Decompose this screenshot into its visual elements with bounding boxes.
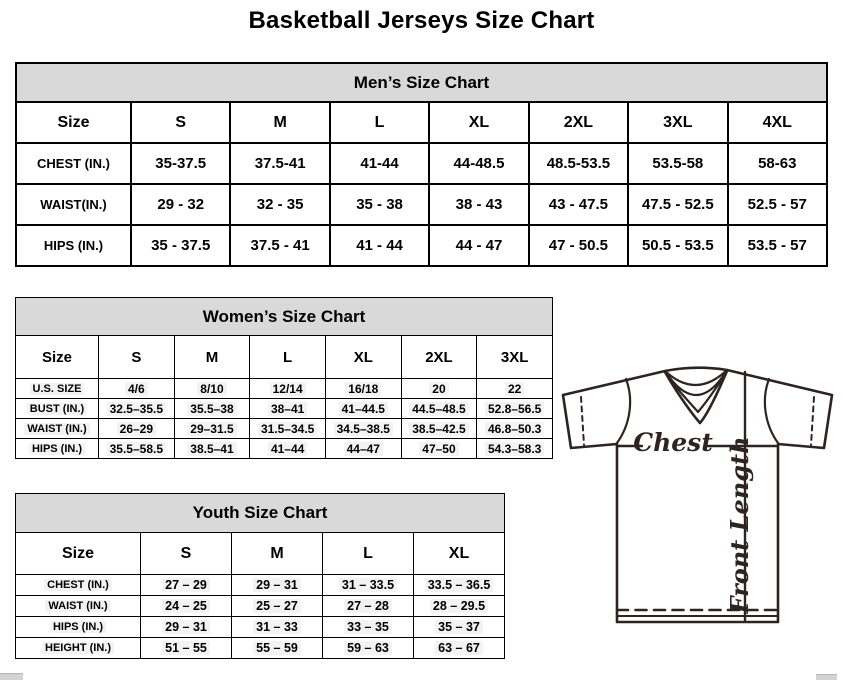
row-label: HEIGHT (IN.) <box>42 642 114 654</box>
cell-value: 31 – 33 <box>253 620 301 634</box>
women-value-cell <box>401 439 477 459</box>
cell-value: 26–29 <box>117 422 156 436</box>
cell-value: 47.5 - 52.5 <box>641 196 714 213</box>
youth-value-cell <box>323 638 414 659</box>
cell-value: 35.5–58.5 <box>107 442 166 456</box>
women-value-cell <box>174 399 250 419</box>
women-table-title: Women’s Size Chart <box>16 298 553 336</box>
youth-value-cell <box>232 596 323 617</box>
men-value-cell <box>330 184 429 225</box>
cell-value: 52.5 - 57 <box>747 196 807 213</box>
women-value-cell <box>174 439 250 459</box>
cell-value: 63 – 67 <box>435 641 483 655</box>
cell-value: 44.5–48.5 <box>409 402 468 416</box>
cell-value: 31.5–34.5 <box>258 422 317 436</box>
men-table-row <box>16 225 827 266</box>
cell-value: 35 - 37.5 <box>151 237 211 254</box>
jersey-outline <box>563 368 832 622</box>
cell-value: 31 – 33.5 <box>339 578 397 592</box>
youth-value-cell <box>414 638 505 659</box>
row-label: BUST (IN.) <box>27 403 87 415</box>
cell-value: 27 – 28 <box>344 599 392 613</box>
cell-value: 46.8–50.3 <box>485 422 544 436</box>
row-label: CHEST (IN.) <box>37 156 110 171</box>
men-value-cell <box>628 184 727 225</box>
cell-value: 35-37.5 <box>155 155 207 172</box>
cell-value: 25 – 27 <box>253 599 301 613</box>
men-value-cell <box>529 143 628 184</box>
youth-size-table <box>15 493 505 659</box>
women-value-cell <box>325 439 401 459</box>
cell-value: 47–50 <box>419 442 458 456</box>
women-value-cell <box>401 419 477 439</box>
cell-value: 24 – 25 <box>162 599 210 613</box>
men-row-label-cell <box>16 184 131 225</box>
women-value-cell <box>99 399 175 419</box>
cell-value: 28 – 29.5 <box>430 599 488 613</box>
cell-value: 47 - 50.5 <box>548 237 608 254</box>
youth-row-label-cell <box>16 617 141 638</box>
women-value-cell <box>325 399 401 419</box>
women-column-header: 2XL <box>401 336 477 379</box>
women-row-label-cell <box>16 419 99 439</box>
cell-value: 43 - 47.5 <box>548 196 608 213</box>
youth-value-cell <box>323 596 414 617</box>
cell-value: 38.5–42.5 <box>409 422 468 436</box>
women-value-cell <box>477 379 553 399</box>
women-value-cell <box>477 419 553 439</box>
women-row-label-cell <box>16 439 99 459</box>
row-label: WAIST (IN.) <box>45 600 110 612</box>
youth-value-cell <box>141 638 232 659</box>
row-label: WAIST (IN.) <box>24 423 89 435</box>
women-value-cell <box>250 379 326 399</box>
women-value-cell <box>250 439 326 459</box>
women-table-row <box>16 419 553 439</box>
women-value-cell <box>99 439 175 459</box>
cell-value: 27 – 29 <box>162 578 210 592</box>
youth-value-cell <box>232 575 323 596</box>
cell-value: 32 - 35 <box>256 196 304 213</box>
women-row-label-cell <box>16 379 99 399</box>
row-label: HIPS (IN.) <box>50 621 106 633</box>
cell-value: 29 – 31 <box>253 578 301 592</box>
cell-value: 44-48.5 <box>453 155 505 172</box>
cell-value: 32.5–35.5 <box>107 402 166 416</box>
page-title: Basketball Jerseys Size Chart <box>248 7 595 34</box>
cell-value: 41–44 <box>268 442 307 456</box>
row-label: HIPS (IN.) <box>43 238 104 253</box>
women-value-cell <box>99 419 175 439</box>
youth-row-label-cell <box>16 596 141 617</box>
cell-value: 35.5–38 <box>187 402 236 416</box>
cell-value: 38.5–41 <box>187 442 236 456</box>
cell-value: 34.5–38.5 <box>334 422 393 436</box>
women-column-header: S <box>99 336 175 379</box>
youth-value-cell <box>414 596 505 617</box>
cell-value: 29 – 31 <box>162 620 210 634</box>
youth-table-row <box>16 638 505 659</box>
youth-value-cell <box>323 575 414 596</box>
men-value-cell <box>628 143 727 184</box>
women-table-row <box>16 399 553 419</box>
women-column-header: 3XL <box>477 336 553 379</box>
cell-value: 53.5 - 57 <box>747 237 807 254</box>
men-column-header: 2XL <box>529 102 628 143</box>
men-column-header: 4XL <box>728 102 827 143</box>
men-value-cell <box>131 225 230 266</box>
womens-size-table <box>15 297 553 459</box>
youth-row-label-cell <box>16 638 141 659</box>
men-value-cell <box>230 143 329 184</box>
cell-value: 53.5-58 <box>652 155 704 172</box>
youth-value-cell <box>232 617 323 638</box>
cell-value: 55 – 59 <box>253 641 301 655</box>
women-value-cell <box>250 399 326 419</box>
cell-value: 38–41 <box>268 402 307 416</box>
youth-value-cell <box>232 638 323 659</box>
women-value-cell <box>174 419 250 439</box>
youth-value-cell <box>141 596 232 617</box>
men-value-cell <box>429 225 528 266</box>
scrollbar-fragment-right[interactable] <box>816 674 837 680</box>
cell-value: 29 - 32 <box>157 196 205 213</box>
cell-value: 37.5-41 <box>254 155 306 172</box>
cell-value: 33.5 – 36.5 <box>425 578 494 592</box>
front-length-label: Front Length <box>725 436 754 614</box>
women-table-row <box>16 379 553 399</box>
men-table-title: Men’s Size Chart <box>16 63 827 102</box>
men-column-header: XL <box>429 102 528 143</box>
men-column-header: 3XL <box>628 102 727 143</box>
men-value-cell <box>529 225 628 266</box>
women-table-row <box>16 439 553 459</box>
men-value-cell <box>230 184 329 225</box>
men-table-row <box>16 184 827 225</box>
women-column-header: M <box>174 336 250 379</box>
cell-value: 52.8–56.5 <box>485 402 544 416</box>
row-label: WAIST(IN.) <box>40 197 107 212</box>
men-value-cell <box>330 225 429 266</box>
women-column-header: L <box>250 336 326 379</box>
men-value-cell <box>728 143 827 184</box>
youth-table-row <box>16 575 505 596</box>
youth-value-cell <box>141 575 232 596</box>
women-value-cell <box>477 399 553 419</box>
cell-value: 29–31.5 <box>187 422 236 436</box>
men-value-cell <box>529 184 628 225</box>
men-value-cell <box>131 184 230 225</box>
women-value-cell <box>325 419 401 439</box>
women-column-header: XL <box>325 336 401 379</box>
youth-value-cell <box>323 617 414 638</box>
cell-value: 44 - 47 <box>455 237 503 254</box>
youth-row-label-cell <box>16 575 141 596</box>
cell-value: 22 <box>505 382 524 396</box>
women-row-label-cell <box>16 399 99 419</box>
men-value-cell <box>728 225 827 266</box>
men-column-header: L <box>330 102 429 143</box>
men-value-cell <box>728 184 827 225</box>
cell-value: 48.5-53.5 <box>546 155 611 172</box>
cell-value: 44–47 <box>344 442 383 456</box>
youth-column-header: L <box>323 533 414 575</box>
youth-column-header: S <box>141 533 232 575</box>
youth-value-cell <box>414 617 505 638</box>
row-label: U.S. SIZE <box>30 383 85 395</box>
row-label: HIPS (IN.) <box>29 443 85 455</box>
row-label: CHEST (IN.) <box>44 579 112 591</box>
cell-value: 41–44.5 <box>339 402 388 416</box>
cell-value: 35 – 37 <box>435 620 483 634</box>
men-column-header: M <box>230 102 329 143</box>
cell-value: 4/6 <box>125 382 148 396</box>
men-value-cell <box>230 225 329 266</box>
cell-value: 41-44 <box>360 155 399 172</box>
mens-size-table <box>15 62 828 267</box>
youth-value-cell <box>414 575 505 596</box>
women-value-cell <box>401 399 477 419</box>
cell-value: 38 - 43 <box>455 196 503 213</box>
cell-value: 51 – 55 <box>162 641 210 655</box>
women-value-cell <box>174 379 250 399</box>
men-column-header: Size <box>16 102 131 143</box>
men-value-cell <box>330 143 429 184</box>
men-table-row <box>16 143 827 184</box>
cell-value: 16/18 <box>345 382 381 396</box>
cell-value: 20 <box>429 382 448 396</box>
men-row-label-cell <box>16 143 131 184</box>
women-value-cell <box>401 379 477 399</box>
cell-value: 33 – 35 <box>344 620 392 634</box>
cell-value: 50.5 - 53.5 <box>641 237 714 254</box>
cell-value: 41 - 44 <box>356 237 403 254</box>
cell-value: 35 - 38 <box>356 196 403 213</box>
youth-column-header: XL <box>414 533 505 575</box>
youth-table-row <box>16 596 505 617</box>
cell-value: 12/14 <box>270 382 306 396</box>
men-value-cell <box>131 143 230 184</box>
women-value-cell <box>477 439 553 459</box>
youth-table-title: Youth Size Chart <box>16 494 505 533</box>
men-value-cell <box>628 225 727 266</box>
chest-label: Chest <box>633 428 713 457</box>
men-value-cell <box>429 184 528 225</box>
youth-column-header: M <box>232 533 323 575</box>
women-column-header: Size <box>16 336 99 379</box>
men-row-label-cell <box>16 225 131 266</box>
cell-value: 8/10 <box>197 382 226 396</box>
cell-value: 54.3–58.3 <box>485 442 544 456</box>
cell-value: 59 – 63 <box>344 641 392 655</box>
youth-value-cell <box>141 617 232 638</box>
women-value-cell <box>325 379 401 399</box>
cell-value: 37.5 - 41 <box>250 237 310 254</box>
youth-table-row <box>16 617 505 638</box>
men-column-header: S <box>131 102 230 143</box>
men-value-cell <box>429 143 528 184</box>
jersey-measurement-diagram <box>550 355 843 635</box>
cell-value: 58-63 <box>758 155 797 172</box>
women-value-cell <box>99 379 175 399</box>
women-value-cell <box>250 419 326 439</box>
youth-column-header: Size <box>16 533 141 575</box>
